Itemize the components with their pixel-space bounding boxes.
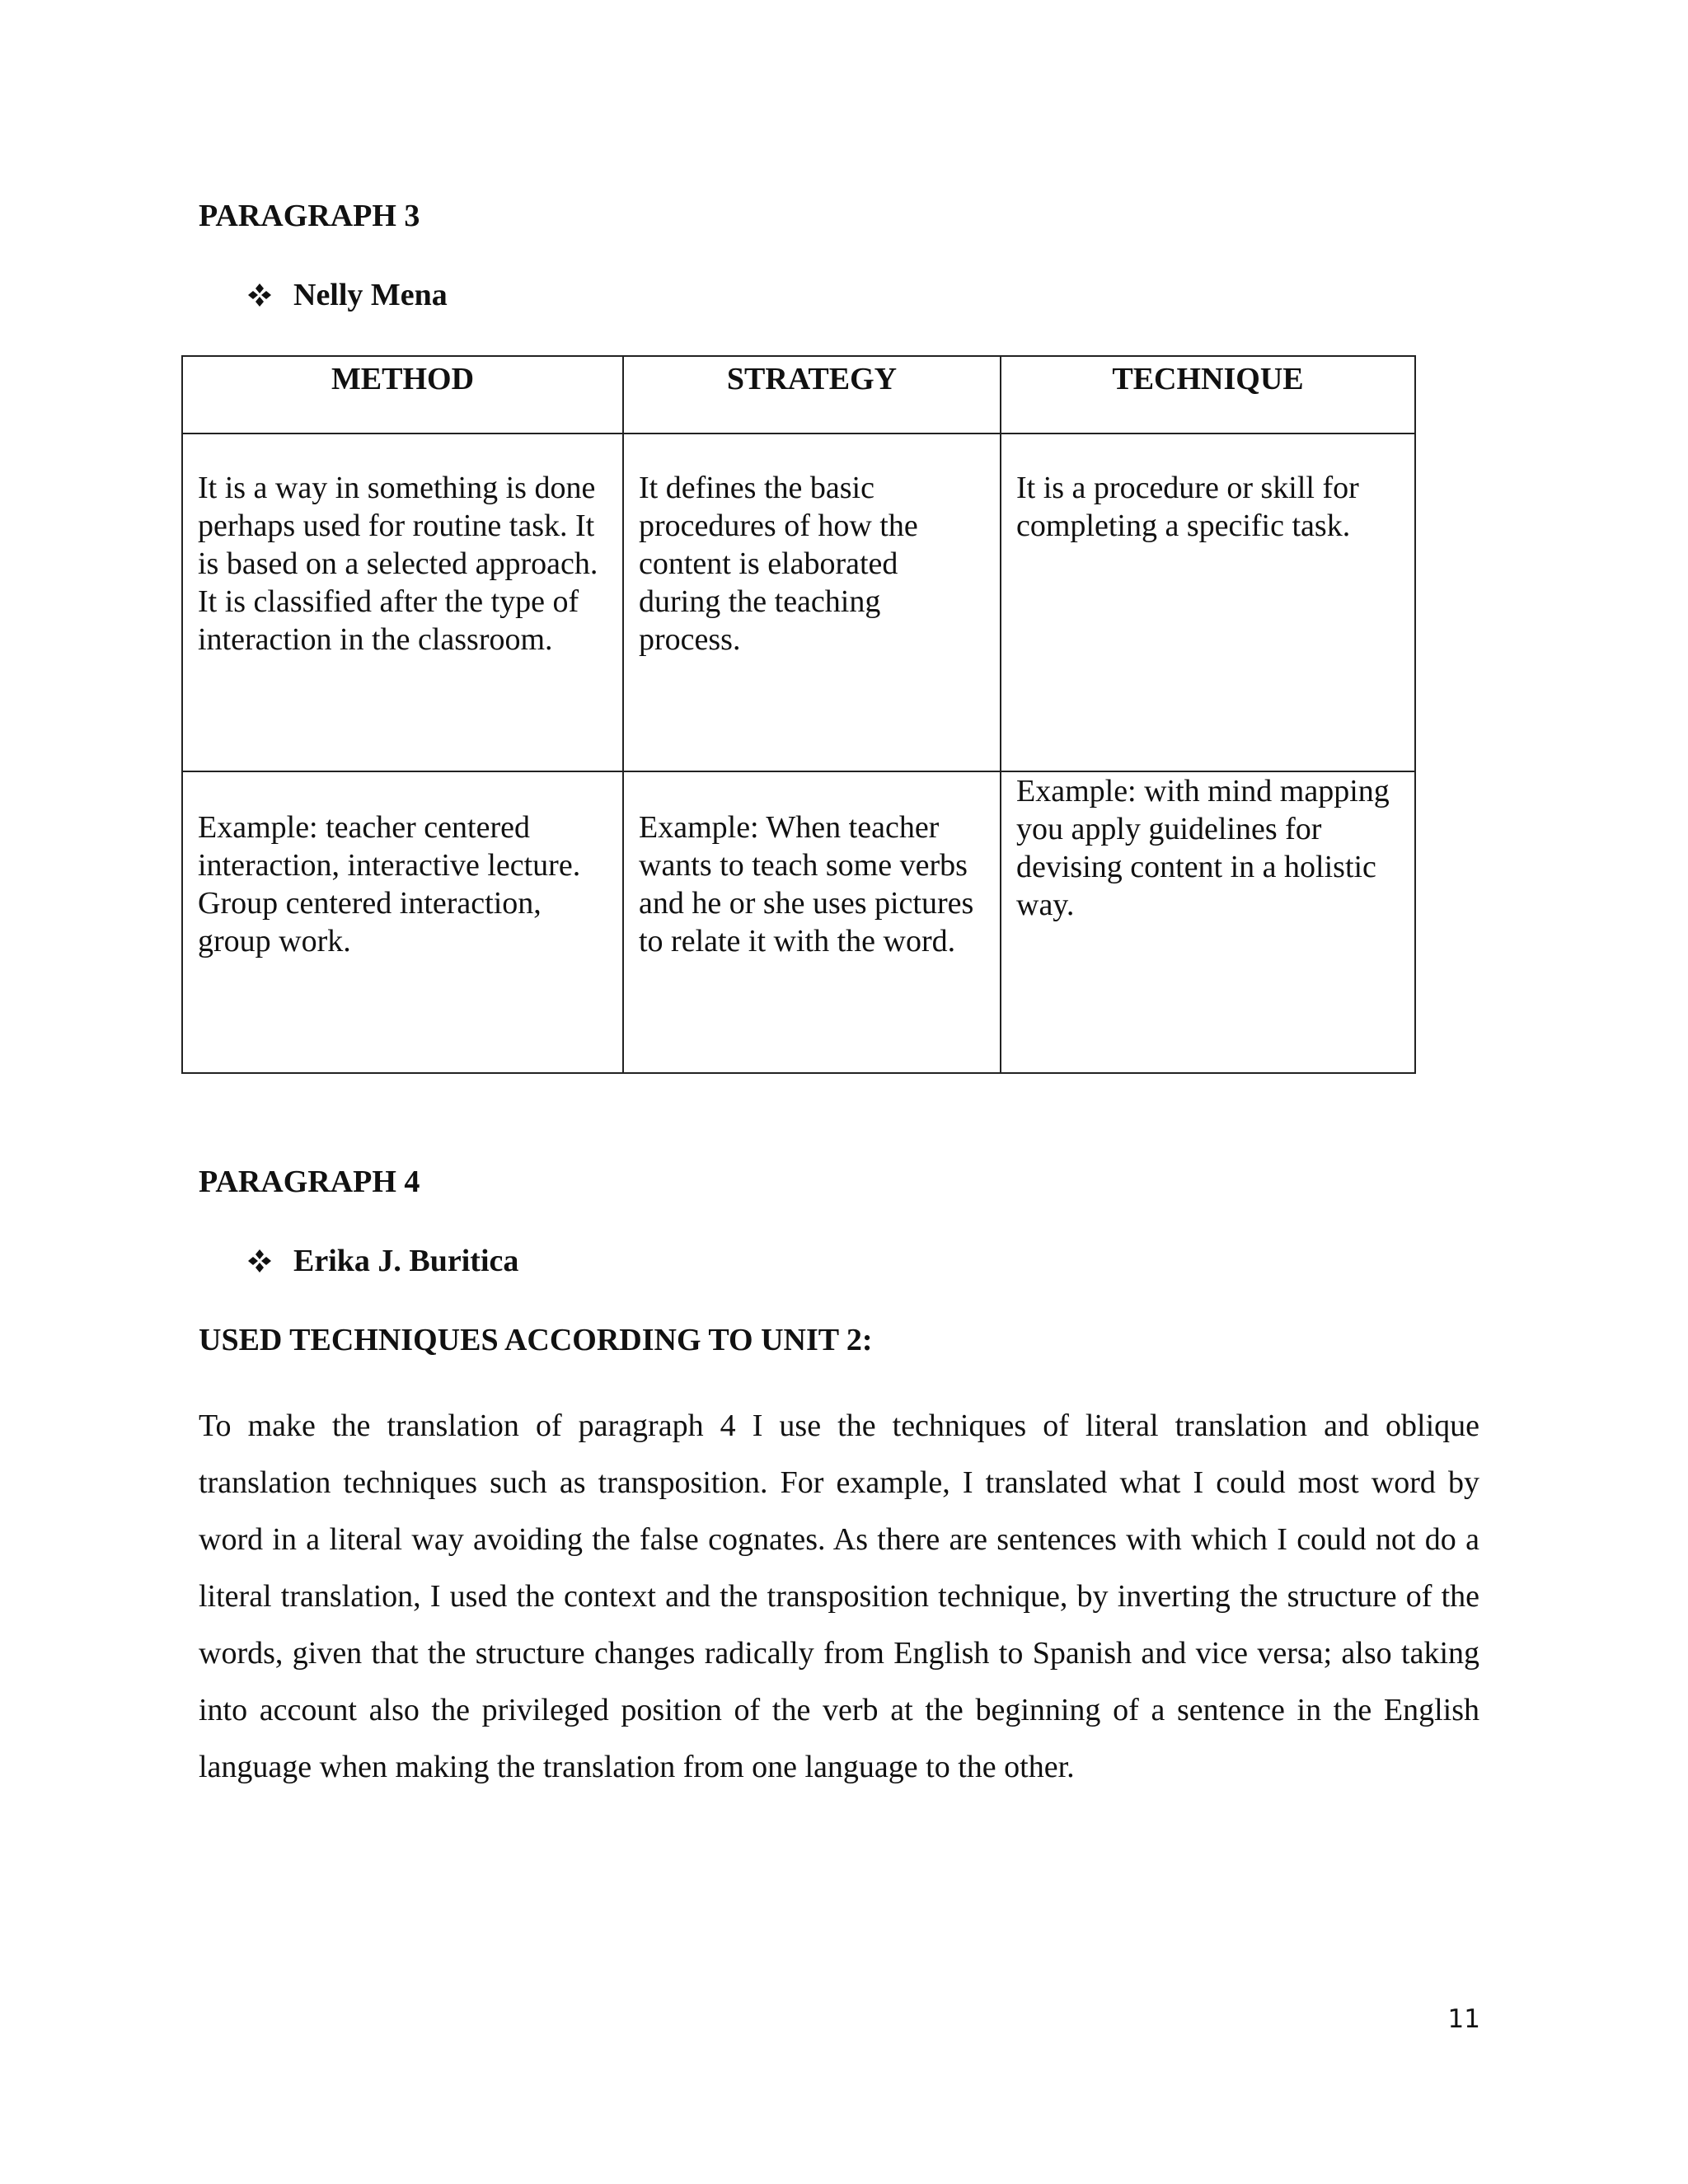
table-header-row (182, 356, 1415, 434)
four-diamond-bullet-icon (247, 283, 272, 307)
body-paragraph: To make the translation of paragraph 4 I use the techniques of literal translation and oblique translation techniques such as transposition. For example, I translated what I could most word by word in a literal way avoiding the false cognates. As there are sentences with which I could not do a literal translation, I used the context and the transposition technique, by inverting the structure of the words, given that the structure changes radically from English to Spanish and vice versa; also taking into account also the privileged position of the verb at the beginning of a sentence in the English language when making the translation from one language to the other. (199, 1408, 1479, 1784)
section-heading-paragraph-4: PARAGRAPH 4 (199, 1165, 420, 1199)
table-row-examples (182, 771, 1415, 1073)
author-bullet-item (247, 277, 448, 313)
technique-example-cell: Example: with mind mapping you apply guidelines for devising content in a holistic way. (1001, 771, 1415, 1073)
four-diamond-bullet-icon (247, 1249, 272, 1273)
table-row-definitions (182, 434, 1415, 771)
author-bullet-item (247, 1243, 518, 1279)
page-number: 11 (1447, 2004, 1480, 2034)
section-heading-paragraph-3: PARAGRAPH 3 (199, 199, 420, 233)
header-method: METHOD (182, 356, 623, 434)
author-name: Nelly Mena (293, 278, 448, 312)
method-strategy-technique-table (181, 355, 1416, 1074)
subheading-used-techniques: USED TECHNIQUES ACCORDING TO UNIT 2: (199, 1323, 873, 1357)
technique-definition-cell: It is a procedure or skill for completing a specific task. (1001, 434, 1415, 771)
strategy-example-cell: Example: When teacher wants to teach some verbs and he or she uses pictures to relate it with the word. (623, 771, 1001, 1073)
method-definition-cell: It is a way in something is done perhaps used for routine task. It is based on a selected approach. It is classified after the type of interaction in the classroom. (182, 434, 623, 771)
method-example-cell: Example: teacher centered interaction, interactive lecture. Group centered interaction, group work. (182, 771, 623, 1073)
header-technique: TECHNIQUE (1001, 356, 1415, 434)
author-name: Erika J. Buritica (293, 1244, 519, 1278)
strategy-definition-cell: It defines the basic procedures of how the content is elaborated during the teaching process. (623, 434, 1001, 771)
header-strategy: STRATEGY (623, 356, 1001, 434)
